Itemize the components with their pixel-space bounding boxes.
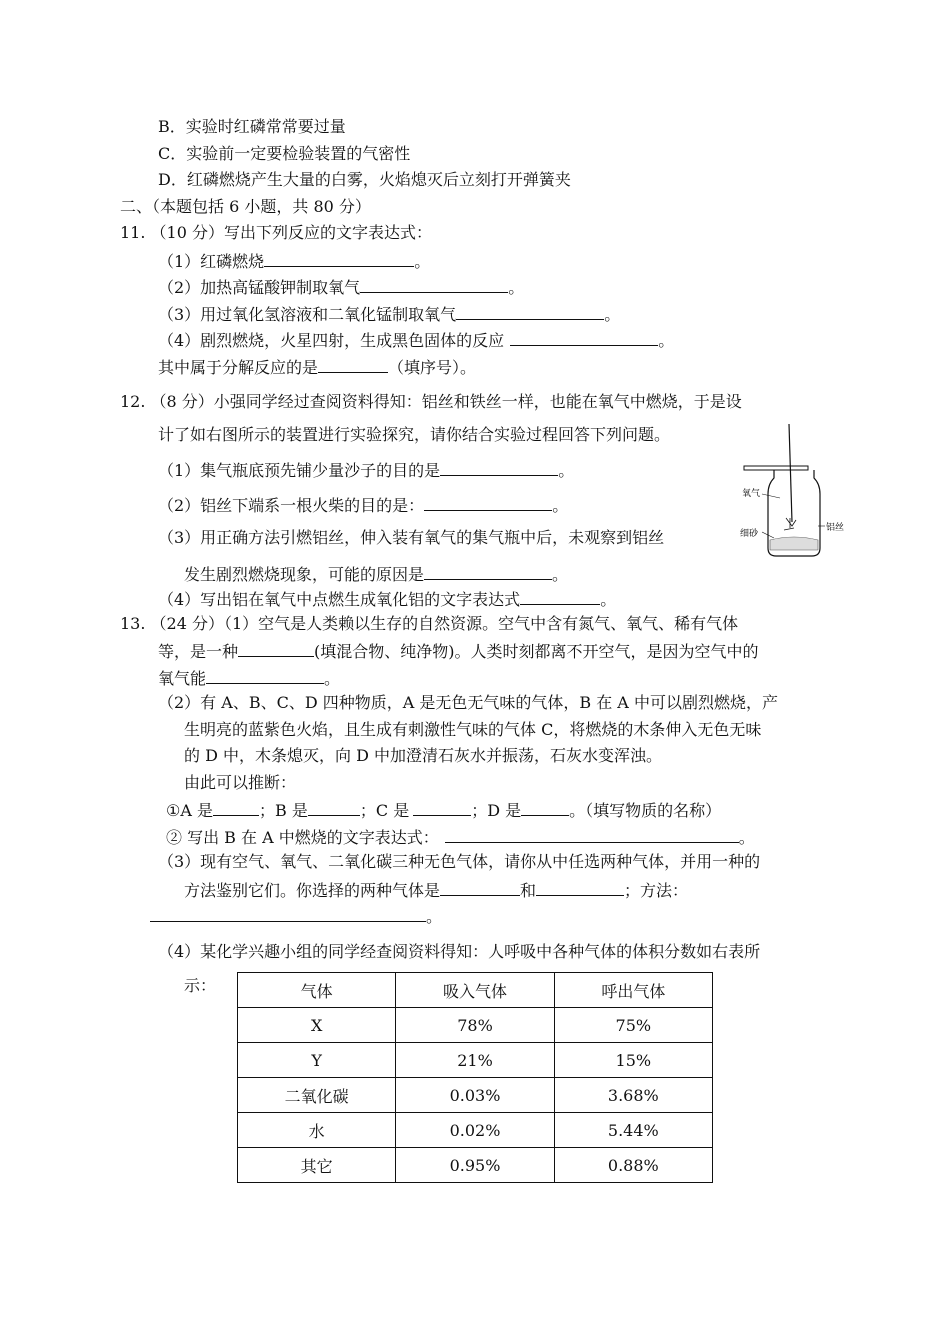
table-header: 气体 [238,973,396,1008]
q12-part2 [158,494,568,516]
period: 。 [558,461,575,480]
q13-sub1-a: ①A 是 [166,801,213,820]
q13-sub1-end: 。（填写物质的名称） [569,801,722,820]
q10-option-b: B．实验时红磷常常要过量 [158,117,346,136]
period: 。 [508,278,525,297]
table-cell: 0.88% [554,1148,712,1183]
q13-part2-line1: （2）有 A、B、C、D 四种物质，A 是无色无气味的气体，B 在 A 中可以剧烈燃烧，产 [158,693,778,712]
q12-stem-line2: 计了如右图所示的装置进行实验探究，请你结合实验过程回答下列问题。 [158,425,671,444]
q11-part1-text: （1）红磷燃烧 [158,252,265,271]
q13-sub1-c: ；C 是 [359,801,410,820]
q12-part2-blank[interactable] [424,494,552,511]
q12-part1-text: （1）集气瓶底预先铺少量沙子的目的是 [158,461,441,480]
table-row [238,1113,713,1148]
q13-part3-line1: （3）现有空气、氧气、二氧化碳三种无色气体，请你从中任选两种气体，并用一种的 [158,852,761,871]
q11-tail-blank[interactable] [318,356,388,373]
table-row [238,1008,713,1043]
table-cell: 其它 [238,1148,396,1183]
q13-line3-text: 氧气能 [158,669,207,688]
q12-part4 [158,588,616,610]
gas-jar-apparatus-figure [740,422,850,562]
table-cell: 75% [554,1008,712,1043]
q11-part2-text: （2）加热高锰酸钾制取氧气 [158,278,361,297]
q13-part2-line4: 由此可以推断： [184,773,297,792]
q12-part1-blank[interactable] [440,459,558,476]
figure-label-wire: 铝丝 [826,523,845,533]
q12-part3-line2 [184,563,568,585]
period: 。 [552,565,569,584]
q13-sub1-d: ；D 是 [471,801,522,820]
q11-tail-note: （填序号）。 [388,358,477,377]
q13-part3-method: ；方法： [624,881,689,900]
period: 。 [426,907,443,926]
q13-part3-line2 [184,879,688,901]
q13-stem-line2 [158,640,759,662]
q13-part2-line3: 的 D 中，木条熄灭，向 D 中加澄清石灰水并振荡，石灰水变浑浊。 [184,746,663,765]
table-row [238,1078,713,1113]
q11-part4-text: （4）剧烈燃烧，火星四射，生成黑色固体的反应 [158,331,505,350]
table-cell: 21% [396,1043,554,1078]
period: 。 [604,305,621,324]
q13-part3-line3 [150,905,442,927]
table-row [238,1148,713,1183]
q13-stem-line3 [158,667,340,689]
q13-oxygen-blank[interactable] [206,667,324,684]
q13-a-blank[interactable] [213,799,259,816]
q11-part2 [158,276,524,298]
q11-part3-blank[interactable] [456,303,604,320]
q13-line2-text: 等，是一种 [158,642,239,661]
table-cell: 3.68% [554,1078,712,1113]
q13-d-blank[interactable] [521,799,569,816]
q13-part4-line2: 示： [184,976,217,995]
q12-part4-text: （4）写出铝在氧气中点燃生成氧化铝的文字表达式 [158,590,521,609]
table-cell: 二氧化碳 [238,1078,396,1113]
q11-part4 [158,329,674,351]
q13-part3-text: 方法鉴别它们。你选择的两种气体是 [184,881,441,900]
q11-part2-blank[interactable] [360,276,508,293]
q12-part3-line1: （3）用正确方法引燃铝丝，伸入装有氧气的集气瓶中后，未观察到铝丝 [158,528,665,547]
figure-label-sand: 细砂 [740,529,759,539]
table-header: 呼出气体 [554,973,712,1008]
figure-label-oxygen: 氧气 [742,489,761,499]
q13-part2-line2: 生明亮的蓝紫色火焰，且生成有刺激性气味的气体 C，将燃烧的木条伸入无色无味 [184,720,762,739]
q13-part3-and: 和 [520,881,537,900]
q13-gas1-blank[interactable] [440,879,520,896]
q12-part1 [158,459,574,481]
table-header-row [238,973,713,1008]
q12-part3-text: 发生剧烈燃烧现象，可能的原因是 [184,565,425,584]
q13-b-blank[interactable] [308,799,360,816]
q10-option-c: C．实验前一定要检验装置的气密性 [158,144,411,163]
table-cell: 15% [554,1043,712,1078]
q13-sub1-b: ；B 是 [259,801,308,820]
q13-method-blank[interactable] [150,905,426,922]
table-cell: 0.02% [396,1113,554,1148]
table-cell: X [238,1008,396,1043]
table-cell: 水 [238,1113,396,1148]
q13-stem-line1: 13. （24 分）（1）空气是人类赖以生存的自然资源。空气中含有氮气、氧气、稀有气体 [120,614,739,633]
q13-line2-rest: (填混合物、纯净物)。人类时刻都离不开空气，是因为空气中的 [314,642,759,661]
table-cell: 78% [396,1008,554,1043]
q12-part4-blank[interactable] [520,588,600,605]
q11-part3-text: （3）用过氧化氢溶液和二氧化锰制取氧气 [158,305,457,324]
q11-part1-blank[interactable] [264,250,414,267]
q13-sub1 [166,799,721,821]
table-cell: 0.95% [396,1148,554,1183]
period: 。 [738,828,755,847]
q11-part1 [158,250,430,272]
q12-stem-line1: 12. （8 分）小强同学经过查阅资料得知：铝丝和铁丝一样，也能在氧气中燃烧，于是设 [120,392,742,411]
table-cell: 0.03% [396,1078,554,1113]
table-cell: Y [238,1043,396,1078]
period: 。 [658,331,675,350]
q12-part3-blank[interactable] [424,563,552,580]
q13-c-blank[interactable] [413,799,471,816]
q13-sub2-text: ② 写出 B 在 A 中燃烧的文字表达式： [166,828,439,847]
q13-mixture-blank[interactable] [238,640,314,657]
q11-stem: 11. （10 分）写出下列反应的文字表达式： [120,223,432,242]
period: 。 [552,496,569,515]
q13-part4-line1: （4）某化学兴趣小组的同学经查阅资料得知：人呼吸中各种气体的体积分数如右表所 [158,942,761,961]
q12-part2-text: （2）铝丝下端系一根火柴的目的是： [158,496,425,515]
period: 。 [414,252,431,271]
period: 。 [600,590,617,609]
q13-sub2 [166,826,755,848]
q13-gas2-blank[interactable] [536,879,624,896]
q13-sub2-blank[interactable] [445,826,739,843]
q11-part4-blank[interactable] [510,329,658,346]
section2-heading: 二、（本题包括 6 小题，共 80 分） [120,197,371,216]
table-row [238,1043,713,1078]
q11-part3 [158,303,620,325]
q11-tail-text: 其中属于分解反应的是 [158,358,319,377]
period: 。 [324,669,341,688]
gas-volume-table [237,972,713,1183]
q10-option-d: D．红磷燃烧产生大量的白雾，火焰熄灭后立刻打开弹簧夹 [158,170,571,189]
q11-tail [158,356,476,378]
table-header: 吸入气体 [396,973,554,1008]
table-cell: 5.44% [554,1113,712,1148]
